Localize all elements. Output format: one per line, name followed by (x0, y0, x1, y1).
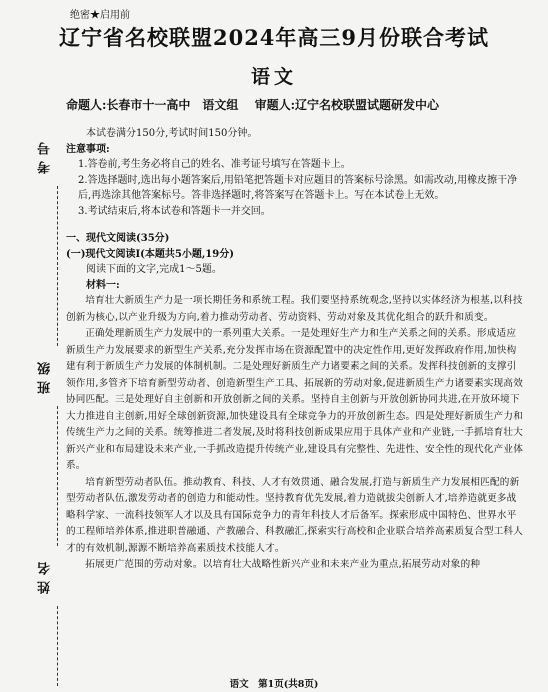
article-body (66, 293, 524, 574)
material-label: 材料一: (86, 279, 120, 291)
authors-line (66, 96, 451, 113)
page-footer: 语文 第1页(共8页) (229, 679, 319, 690)
binding-line (57, 406, 58, 546)
subject-title: 语文 (250, 66, 297, 88)
note-item: 1.答卷前,考生务必将自己的姓名、准考证号填写在答题卡上。 (78, 159, 351, 170)
note-item: 3.考试结束后,将本试卷和答题卡一并交回。 (78, 205, 271, 217)
proposer: 命题人:长春市十一高中 语文组 (66, 98, 239, 112)
secret-mark: 绝密★启用前 (70, 10, 130, 21)
notes-list (66, 157, 524, 219)
notes-title: 注意事项: (66, 143, 110, 155)
article-paragraph: 培育新型劳动者队伍。推动教育、科技、人才有效贯通、融合发展,打造与新质生产力发展相匹配的新型劳动者队伍,激发劳动者的创造力和能动性。坚持教育优先发展,着力造就拔尖创新人才,培养造就更多战略科学家、一流科技领军人才以及具有国际竞争力的青年科技人才后备军。探索形成中国特色、世界水平的工程师培养体系,推进职普融通、产教融合、科教融汇,探索实行高校和企业联合培养高素质复合型工科人才的有效机制,源源不断培养高素质技术技能人才。 (66, 476, 524, 554)
article-paragraph: 培育壮大新质生产力是一项长期任务和系统工程。我们要坚持系统观念,坚持以实体经济为根基,以科技创新为核心,以产业升级为方向,着力推动劳动者、劳动资料、劳动对象及其优化组合的跃升和质变。 (66, 295, 523, 323)
article-paragraph: 正确处理新质生产力发展中的一系列重大关系。一是处理好生产力和生产关系之间的关系。形成适应新质生产力发展要求的新型生产关系,充分发挥市场在资源配置中的决定性作用,更好发挥政府作用,加快构建有利于新质生产力发展的体制机制。二是处理好新质生产力诸要素之间的关系。发挥科技创新的支撑引领作用,多管齐下培育新型劳动者、创造新型生产工具、拓展新的劳动对象,促进新质生产力诸要素实现高效协同匹配。三是处理好自主创新和开放创新之间的关系。坚持自主创新与开放创新协同共进,在开放环境下大力推进自主创新,用好全球创新资源,加快建设具有全球竞争力的开放创新生态。四是处理好新质生产力和传统生产力之间的关系。统筹推进二者发展,及时将科技创新成果应用于具体产业和产业链,一手抓培育壮大新兴产业和布局建设未来产业,一手抓改造提升传统产业,建设具有完整性、先进性、安全性的现代化产业体系。 (66, 328, 524, 471)
note-item: 2.答选择题时,选出每小题答案后,用铅笔把答题卡对应题目的答案标号涂黑。如需改动,用橡皮擦干净后,再选涂其他答案标号。答非选择题时,将答案写在答题卡上。写在本试卷上无效。 (78, 174, 518, 201)
page-content (66, 126, 524, 574)
binding-line (57, 606, 58, 686)
reviewer: 审题人:辽宁名校联盟试题研发中心 (254, 98, 440, 112)
subsection-title: (一)现代文阅读Ⅰ(本题共5小题,19分) (66, 248, 234, 260)
side-label-name: 姓名 (38, 556, 53, 594)
side-label-class: 班级 (38, 356, 53, 394)
instruction: 阅读下面的文字,完成1～5题。 (86, 264, 222, 275)
side-label-exam-no: 考号 (38, 136, 53, 174)
time-score: 本试卷满分150分,考试时间150分钟。 (86, 128, 258, 139)
exam-title: 辽宁省名校联盟2024年高三9月份联合考试 (58, 25, 490, 50)
binding-line (57, 186, 58, 346)
section-title: 一、现代文阅读(35分) (66, 233, 170, 244)
article-paragraph: 拓展更广范围的劳动对象。以培育壮大战略性新兴产业和未来产业为重点,拓展劳动对象的种 (85, 559, 481, 570)
